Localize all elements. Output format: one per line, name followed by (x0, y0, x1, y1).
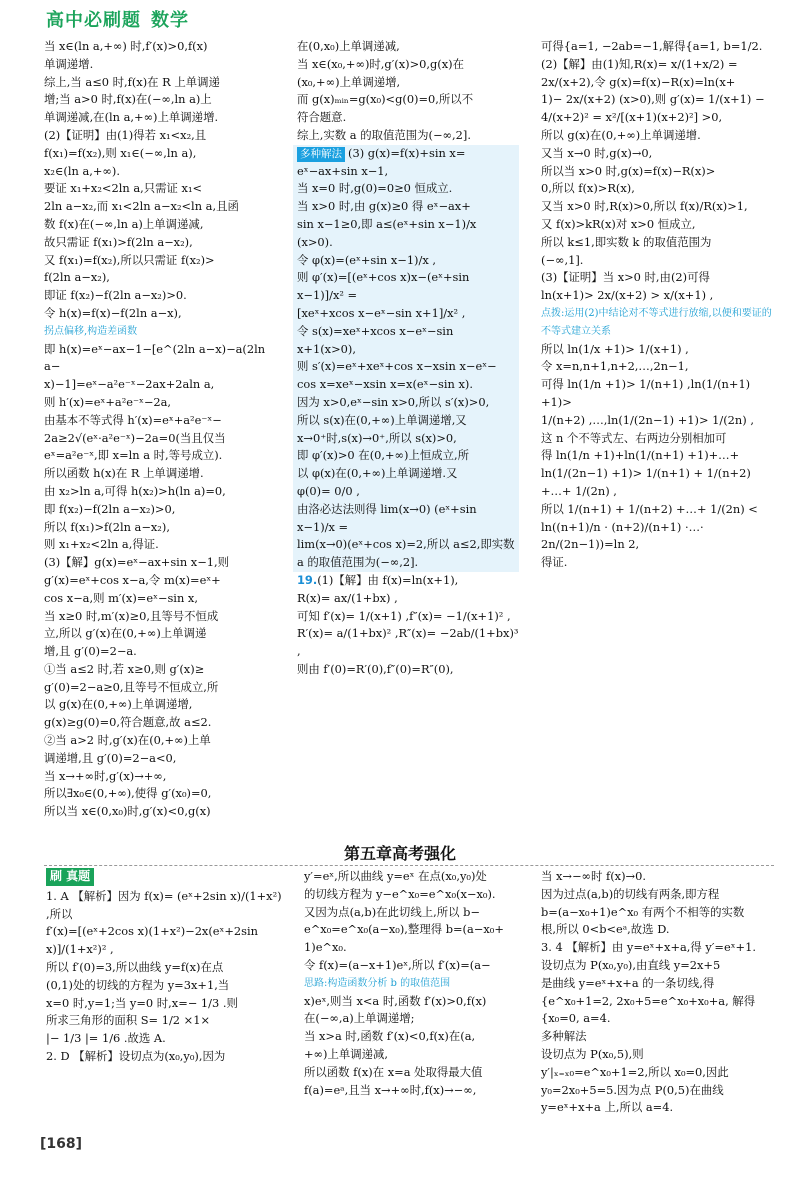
col2_panel-line: [xeˣ+xcos x−eˣ−sin x+1]/x² , (297, 305, 466, 320)
b3-line: 设切点为 P(x₀,y₀),由直线 y=2x+5 (541, 957, 721, 972)
b3-line: 根,所以 0<b<eᵃ,故选 D. (541, 922, 670, 937)
col1-line: g′(0)=2−a≥0,且等号不恒成立,所 (44, 679, 219, 694)
col3-line: 可得{a=1, −2ab=−1,解得{a=1, b=1/2. (541, 39, 763, 53)
b2-line: 所以函数 f(x)在 x=a 处取得最大值 (304, 1064, 483, 1079)
col1-line: cos x−a,则 m′(x)=eˣ−sin x, (44, 590, 198, 605)
col3-line: 所以 k≤1,即实数 k 的取值范围为 (541, 234, 712, 249)
book-title: 高中必刷题 (46, 10, 141, 31)
col3-line: 所以 1/(n+1) + 1/(n+2) +…+ 1/(2n) < (541, 501, 758, 516)
b2-line: 1)e^x₀. (304, 940, 347, 955)
col2_panel-line: x→0⁺时,s(x)→0⁺,所以 s(x)>0, (297, 430, 457, 445)
col3-line: 得证. (541, 555, 568, 570)
b3-line: 因为过点(a,b)的切线有两条,即方程 (541, 886, 720, 901)
bottom-column-2 (304, 868, 526, 1099)
col2_panel-line: sin x−1≥0,即 a≤(eˣ+sin x−1)/x (x>0). (297, 216, 480, 249)
b2-line: e^x₀=e^x₀(a−x₀),整理得 b=(a−x₀+ (304, 922, 504, 937)
col3-line: (−∞,1]. (541, 252, 584, 267)
b2-line: f(a)=eᵃ,且当 x→+∞时,f(x)→−∞, (304, 1082, 477, 1097)
bottom-column-1 (46, 868, 286, 1066)
b3-line: y′|ₓ₌ₓ₀=e^x₀+1=2,所以 x₀=0,因此 (541, 1064, 729, 1079)
col1-line: 拐点偏移,构造差函数 (44, 325, 138, 337)
col2_panel-line: cos x=xeˣ−xsin x=x(eˣ−sin x). (297, 377, 473, 392)
col1-line: 所以函数 h(x)在 R 上单调递增. (44, 466, 204, 481)
col3-line: 令 x=n,n+1,n+2,…,2n−1, (541, 359, 689, 374)
col2_q19-line: 则由 f′(0)=R′(0),f″(0)=R″(0), (297, 661, 454, 676)
col1-line: f(2ln a−x₂), (44, 270, 110, 285)
col3-line: 又 f(x)>kR(x)对 x>0 恒成立, (541, 216, 696, 231)
column-2: 在(0,x₀)上单调递减, 当 x∈(x₀,+∞)时,g′(x)>0,g(x)在 (x₀,+∞)上单调递增, 而 g(x)ₘᵢₙ=g(x₀)<g(0)=0,所以不 符合题意. 综上,实数 a 的取值范围为(−∞,2]. 多种解法 (3) g(x)=f(x)+sin x= eˣ−ax+sin x−1, 当 x=0 时,g(0)=0≥0 恒成立. 当 x>0 时,由 g(x)≥0 得 eˣ−ax+ sin x−1≥0,即 a≤(eˣ+sin x−1)/x (x>0). 令 φ(x)=(eˣ+sin x−1)/x , 则 φ′(x)=[(eˣ+cos x)x−(eˣ+sin x−1)]/x² = [xeˣ+xcos x−eˣ−sin x+1]/x² , 令 s(x)=xeˣ+xcos x−eˣ−sin x+1(x>0), 则 s′(x)=eˣ+xeˣ+cos x−xsin x−eˣ− cos x=xeˣ−xsin x=x(eˣ−sin x). 因为 x>0,eˣ−sin x>0,所以 s′(x)>0, 所以 s(x)在(0,+∞)上单调递增,又 x→0⁺时,s(x)→0⁺,所以 s(x)>0, 即 φ′(x)>0 在(0,+∞)上恒成立,所 以 φ(x)在(0,+∞)上单调递增.又 φ(0)= 0/0 , 由洛必达法则得 lim(x→0) (eˣ+sin x−1)/x = lim(x→0)(eˣ+cos x)=2,所以 a≤2,即实数 a 的取值范围为(−∞,2]. 19.(1)【解】由 f(x)=ln(x+1), R(x)= ax/(1+bx) , 可知 f′(x)= 1/(x+1) ,f″(x)= −1/(x+1)² , R′(x)= a/(1+bx)² ,R″(x)= −2ab/(1+bx)³ , 则由 f′(0)=R′(0),f″(0)=R″(0), (297, 38, 519, 679)
b1-line: f′(x)=[(eˣ+2cos x)(1+x²)−2x(eˣ+2sin x)]/(1+x²)² , (46, 924, 262, 957)
col2_panel-line: lim(x→0)(eˣ+cos x)=2,所以 a≤2,即实数 (297, 537, 515, 552)
col2_panel-line: a 的取值范围为(−∞,2]. (297, 555, 419, 570)
col1-line: 立,所以 g′(x)在(0,+∞)上单调递 (44, 626, 207, 641)
b1-line: |− 1/3 |= 1/6 .故选 A. (46, 1031, 166, 1046)
col2_panel-line: 以 φ(x)在(0,+∞)上单调递增.又 (297, 466, 458, 481)
b1-line: x=0 时,y=1;当 y=0 时,x=− 1/3 .则 (46, 995, 238, 1010)
col1-line: x₂∈(ln a,+∞). (44, 163, 120, 178)
col2_panel-line: 由洛必达法则得 lim(x→0) (eˣ+sin x−1)/x = (297, 501, 481, 534)
col3-line: 2x/(x+2),令 g(x)=f(x)−R(x)=ln(x+ (541, 74, 736, 89)
col2_top-line: 而 g(x)ₘᵢₙ=g(x₀)<g(0)=0,所以不 (297, 92, 474, 107)
col3-line: (2)【解】由(1)知,R(x)= x/(1+x/2) = (541, 56, 738, 71)
b3-line: 设切点为 P(x₀,5),则 (541, 1046, 644, 1061)
b2-line: 的切线方程为 y−e^x₀=e^x₀(x−x₀). (304, 886, 496, 901)
b1-line: 所求三角形的面积 S= 1/2 ×1× (46, 1013, 211, 1028)
col3-line: 得 ln(1/n +1)+ln(1/(n+1) +1)+…+ (541, 448, 740, 463)
col1-line: x)−1]=eˣ−a²e⁻ˣ−2ax+2aln a, (44, 377, 215, 392)
col3-line: 所以 ln(1/x +1)> 1/(x+1) , (541, 341, 689, 356)
col3-line: ln(x+1)> 2x/(x+2) > x/(x+1) , (541, 288, 714, 303)
col1-line: 调递增,且 g′(0)=2−a<0, (44, 750, 177, 765)
col2_panel-line: 即 φ′(x)>0 在(0,+∞)上恒成立,所 (297, 448, 470, 463)
col3-line: 1)− 2x/(x+2) (x>0),则 g′(x)= 1/(x+1) − (541, 92, 765, 107)
col2_top-line: 在(0,x₀)上单调递减, (297, 39, 400, 53)
col1-line: 又 f(x₁)=f(x₂),所以只需证 f(x₂)> (44, 252, 215, 267)
col2_q19-line: R(x)= ax/(1+bx) , (297, 590, 398, 605)
col1-line: 所以 f(x₁)>f(2ln a−x₂), (44, 519, 170, 534)
b2-line: +∞)上单调递减, (304, 1046, 389, 1061)
col3-line: 可得 ln(1/n +1)> 1/(n+1) ,ln(1/(n+1) +1)> (541, 377, 754, 409)
col1-line: eˣ=a²e⁻ˣ,即 x=ln a 时,等号成立). (44, 448, 223, 463)
col2_q19-line: 可知 f′(x)= 1/(x+1) ,f″(x)= −1/(x+1)² , (297, 608, 511, 623)
bottom-column-3 (541, 868, 773, 1117)
alt-solution-badge: 多种解法 (297, 147, 345, 162)
col1-line: 即 f(x₂)−f(2ln a−x₂)>0, (44, 501, 176, 516)
col1-line: 令 h(x)=f(x)−f(2ln a−x), (44, 305, 182, 320)
col1-line: 增;当 a>0 时,f(x)在(−∞,ln a)上 (44, 92, 212, 107)
b2-line: 在(−∞,a)上单调递增; (304, 1011, 415, 1026)
b2-line: 当 x>a 时,函数 f′(x)<0,f(x)在(a, (304, 1029, 476, 1044)
col1-line: 则 x₁+x₂<2ln a,得证. (44, 537, 159, 552)
b1-line: 2. D 【解析】设切点为(x₀,y₀),因为 (46, 1048, 226, 1063)
col1-line: 2a≥2√(eˣ·a²e⁻ˣ)−2a=0(当且仅当 (44, 430, 226, 445)
b3-line: {e^x₀+1=2, 2x₀+5=e^x₀+x₀+a, 解得{x₀=0, a=4. (541, 993, 756, 1026)
col2_panel-line: 因为 x>0,eˣ−sin x>0,所以 s′(x)>0, (297, 394, 490, 409)
col1-line: 要证 x₁+x₂<2ln a,只需证 x₁< (44, 181, 203, 196)
col3-line: 这 n 个不等式左、右两边分别相加可 (541, 430, 727, 445)
b1-line: (0,1)处的切线的方程为 y=3x+1,当 (46, 977, 230, 992)
col2_panel-line: eˣ−ax+sin x−1, (297, 163, 389, 178)
col1-line: (2)【证明】由(1)得若 x₁<x₂,且 (44, 127, 207, 142)
col1-line: 当 x≥0 时,m′(x)≥0,且等号不恒成 (44, 608, 219, 623)
col2_top-line: (x₀,+∞)上单调递增, (297, 74, 401, 89)
b2-line: 思路:构造函数分析 b 的取值范围 (304, 977, 451, 989)
col1-line: 所以当 x∈(0,x₀)时,g′(x)<0,g(x) (44, 804, 211, 819)
col1-line: ①当 a≤2 时,若 x≥0,则 g′(x)≥ (44, 661, 205, 676)
col1-line: 所以∃x₀∈(0,+∞),使得 g′(x₀)=0, (44, 786, 212, 801)
col3-line: ln((n+1)/n · (n+2)/(n+1) ·…· 2n/(2n−1))=ln 2, (541, 519, 708, 552)
subject-title: 数学 (151, 10, 189, 31)
section-divider (44, 865, 774, 867)
col3-line: 点拨:运用(2)中结论对不等式进行放缩,以便和要证的不等式建立关系 (541, 307, 772, 337)
col2_panel-line: 当 x>0 时,由 g(x)≥0 得 eˣ−ax+ (297, 199, 471, 214)
col1-line: 单调递增. (44, 56, 94, 71)
col1-line: ②当 a>2 时,g′(x)在(0,+∞)上单 (44, 733, 211, 748)
col1-line: g(x)≥g(0)=0,符合题意,故 a≤2. (44, 715, 212, 730)
col3-line: 4/(x+2)² = x²/[(x+1)(x+2)²] >0, (541, 110, 723, 125)
b3-line: 当 x→−∞时 f(x)→0. (541, 869, 646, 883)
b2-line: 又因为点(a,b)在此切线上,所以 b− (304, 904, 480, 919)
col3-line: 1/(n+2) ,…,ln(1/(2n−1) +1)> 1/(2n) , (541, 412, 754, 427)
col1-line: 当 x→+∞时,g′(x)→+∞, (44, 768, 167, 783)
col2_panel-line: 令 φ(x)=(eˣ+sin x−1)/x , (297, 252, 437, 267)
column-3 (541, 38, 773, 572)
b3-line: 3. 4 【解析】由 y=eˣ+x+a,得 y′=eˣ+1. (541, 940, 756, 955)
column-1 (44, 38, 276, 821)
col1-line: g′(x)=eˣ+cos x−a,令 m(x)=eˣ+ (44, 572, 221, 587)
col1-line: (3)【解】g(x)=eˣ−ax+sin x−1,则 (44, 555, 229, 570)
question-number-19: 19. (297, 572, 318, 587)
col1-line: 以 g(x)在(0,+∞)上单调递增, (44, 697, 193, 712)
col2_q19-line: R′(x)= a/(1+bx)² ,R″(x)= −2ab/(1+bx)³ , (297, 626, 523, 659)
col1-line: 增,且 g′(0)=2−a. (44, 644, 137, 659)
col1-line: 2ln a−x₂,而 x₁<2ln a−x₂<ln a,且函 (44, 199, 239, 214)
col1-line: 由 x₂>ln a,可得 h(x₂)>h(ln a)=0, (44, 483, 226, 498)
col2_panel-line: 所以 s(x)在(0,+∞)上单调递增,又 (297, 412, 467, 427)
book-header (46, 6, 189, 32)
col3-line: 所以 g(x)在(0,+∞)上单调递增. (541, 127, 701, 142)
b2-line: 令 f(x)=(a−x+1)eˣ,所以 f′(x)=(a− (304, 957, 491, 972)
b1-line: 1. A 【解析】因为 f(x)= (eˣ+2sin x)/(1+x²) ,所以 (46, 888, 286, 921)
col2_top-line: 当 x∈(x₀,+∞)时,g′(x)>0,g(x)在 (297, 56, 465, 71)
alt-solution-panel: 多种解法 (3) g(x)=f(x)+sin x= eˣ−ax+sin x−1, 当 x=0 时,g(0)=0≥0 恒成立. 当 x>0 时,由 g(x)≥0 得 eˣ−ax+ sin x−1≥0,即 a≤(eˣ+sin x−1)/x (x>0). 令 φ(x)=(eˣ+sin x−1)/x , 则 φ′(x)=[(eˣ+cos x)x−(eˣ+sin x−1)]/x² = [xeˣ+xcos x−eˣ−sin x+1]/x² , 令 s(x)=xeˣ+xcos x−eˣ−sin x+1(x>0), 则 s′(x)=eˣ+xeˣ+cos x−xsin x−eˣ− cos x=xeˣ−xsin x=x(eˣ−sin x). 因为 x>0,eˣ−sin x>0,所以 s′(x)>0, 所以 s(x)在(0,+∞)上单调递增,又 x→0⁺时,s(x)→0⁺,所以 s(x)>0, 即 φ′(x)>0 在(0,+∞)上恒成立,所 以 φ(x)在(0,+∞)上单调递增.又 φ(0)= 0/0 , 由洛必达法则得 lim(x→0) (eˣ+sin x−1)/x = lim(x→0)(eˣ+cos x)=2,所以 a≤2,即实数 a 的取值范围为(−∞,2]. (293, 145, 519, 572)
col1-line: 即 h(x)=eˣ−ax−1−[e^(2ln a−x)−a(2ln a− (44, 341, 269, 374)
col1-line: 数 f(x)在(−∞,ln a)上单调递减, (44, 216, 204, 231)
col3-line: 又当 x>0 时,R(x)>0,所以 f(x)/R(x)>1, (541, 199, 748, 214)
col2_panel-line: 则 φ′(x)=[(eˣ+cos x)x−(eˣ+sin x−1)]/x² = (297, 270, 473, 303)
col2_top-line: 综上,实数 a 的取值范围为(−∞,2]. (297, 127, 471, 142)
zhenti-label: 刷 真题 (46, 868, 94, 886)
b2-line: y′=eˣ,所以曲线 y=eˣ 在点(x₀,y₀)处 (304, 869, 487, 883)
page-number: [168] (40, 1136, 83, 1152)
col1-line: 综上,当 a≤0 时,f(x)在 R 上单调递 (44, 74, 220, 89)
col1-line: 当 x∈(ln a,+∞) 时,f′(x)>0,f(x) (44, 39, 208, 53)
col2_panel-line: 则 s′(x)=eˣ+xeˣ+cos x−xsin x−eˣ− (297, 359, 497, 374)
col2_top-line: 符合题意. (297, 110, 347, 125)
section-title: 第五章高考强化 (343, 844, 456, 863)
b3-line: y₀=2x₀+5=5.因为点 P(0,5)在曲线 (541, 1082, 724, 1097)
col1-line: 即证 f(x₂)−f(2ln a−x₂)>0. (44, 288, 187, 303)
col1-line: 由基本不等式得 h′(x)=eˣ+a²e⁻ˣ− (44, 412, 222, 427)
col2_panel-line: 令 s(x)=xeˣ+xcos x−eˣ−sin x+1(x>0), (297, 323, 457, 356)
b2-line: x)eˣ,则当 x<a 时,函数 f′(x)>0,f(x) (304, 993, 487, 1008)
b3-line: y=eˣ+x+a 上,所以 a=4. (541, 1100, 674, 1115)
col1-line: 则 h′(x)=eˣ+a²e⁻ˣ−2a, (44, 394, 172, 409)
b3-line: b=(a−x₀+1)e^x₀ 有两个不相等的实数 (541, 904, 745, 919)
col3-line: 0,所以 f(x)>R(x), (541, 181, 635, 196)
col1-line: f(x₁)=f(x₂),则 x₁∈(−∞,ln a), (44, 145, 197, 160)
b1-line: 所以 f′(0)=3,所以曲线 y=f(x)在点 (46, 959, 224, 974)
col2_panel-line: 当 x=0 时,g(0)=0≥0 恒成立. (297, 181, 453, 196)
col3-line: 又当 x→0 时,g(x)→0, (541, 145, 653, 160)
col3-line: (3)【证明】当 x>0 时,由(2)可得 (541, 270, 710, 285)
b3-line: 是曲线 y=eˣ+x+a 的一条切线,得 (541, 975, 715, 990)
b3-line: 多种解法 (541, 1029, 587, 1044)
col3-line: ln(1/(2n−1) +1)> 1/(n+1) + 1/(n+2) +…+ 1/(2n) , (541, 466, 755, 498)
col2_panel-line: φ(0)= 0/0 , (297, 483, 360, 498)
col1-line: 单调递减,在(ln a,+∞)上单调递增. (44, 110, 219, 125)
col3-line: 所以当 x>0 时,g(x)=f(x)−R(x)> (541, 163, 716, 178)
col1-line: 故只需证 f(x₁)>f(2ln a−x₂), (44, 234, 193, 249)
